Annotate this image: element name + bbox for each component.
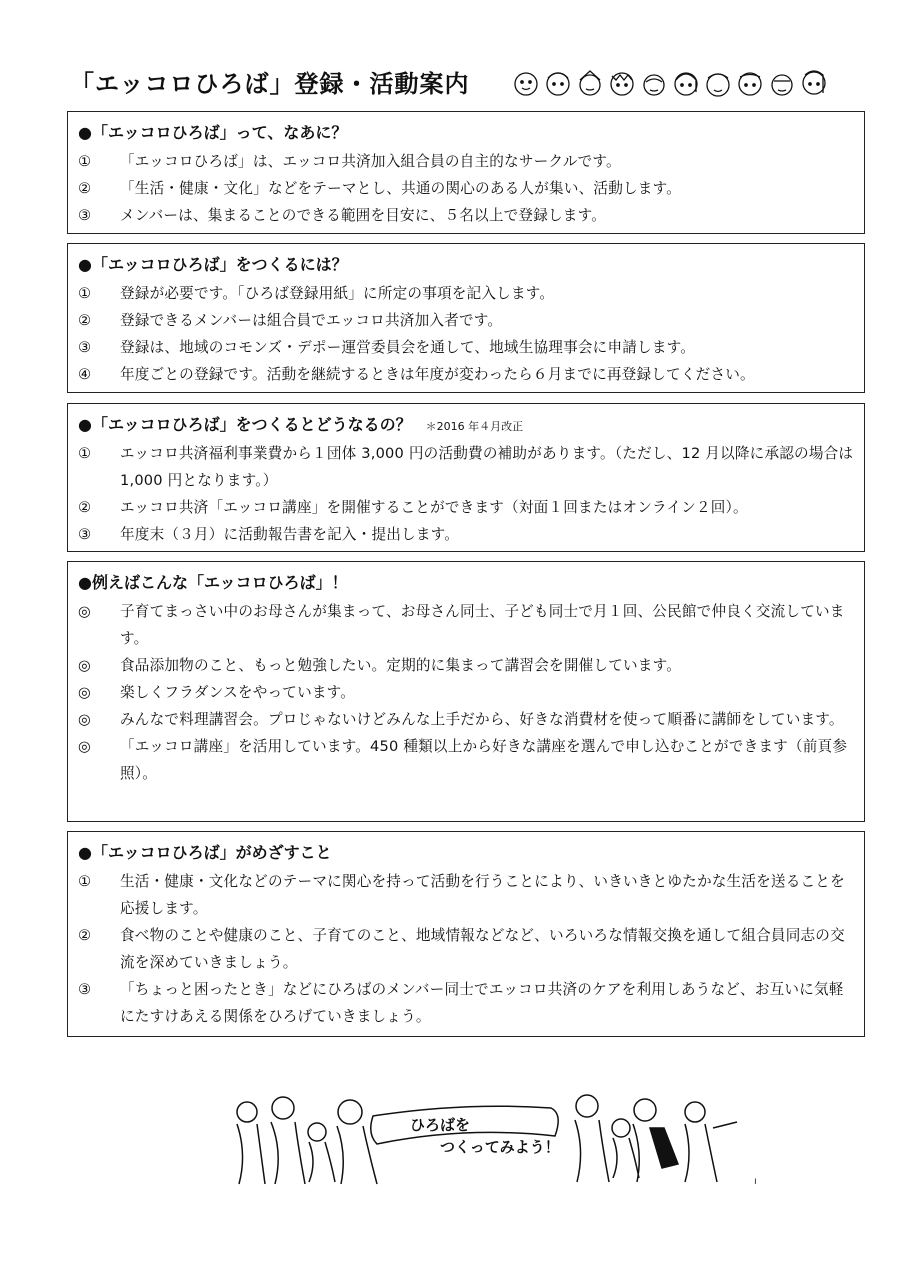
list-item: [78, 202, 854, 229]
revision-note: ＊2016 年４月改正: [425, 420, 524, 433]
item-mark: ②: [78, 499, 92, 516]
item-text: 「エッコロ講座」を活用しています。450 種類以上から好きな講座を選んで申し込むことができます（前頁参照）。: [120, 738, 848, 782]
list-item: [78, 307, 854, 334]
item-text: 食べ物のことや健康のこと、子育てのこと、地域情報などなど、いろいろな情報交換を通して組合員同志の交流を深めていきましょう。: [120, 927, 845, 971]
list-item: [78, 521, 854, 548]
list-item: [78, 598, 854, 652]
section-goals: [67, 831, 865, 1037]
list-item: [78, 334, 854, 361]
item-mark: ②: [78, 312, 92, 329]
list-item: [78, 976, 854, 1030]
list-item: [78, 175, 854, 202]
section-heading: ●「エッコロひろば」をつくるとどうなるの？ ＊2016 年４月改正: [78, 415, 524, 434]
item-mark: ①: [78, 445, 92, 462]
section-how-to-create: [67, 243, 865, 393]
page-mark: ı: [754, 1176, 757, 1187]
faces-illustration: [510, 66, 850, 102]
item-mark: ③: [78, 981, 92, 998]
item-mark: ③: [78, 207, 92, 224]
list-item: [78, 280, 854, 307]
item-text: 「ちょっと困ったとき」などにひろばのメンバー同士でエッコロ共済のケアを利用しあうなど、お互いに気軽にたすけあえる関係をひろげていきましょう。: [120, 981, 844, 1025]
item-mark: ③: [78, 339, 92, 356]
item-mark: ①: [78, 153, 92, 170]
item-text: みんなで料理講習会。プロじゃないけどみんな上手だから、好きな消費材を使って順番に講師をしています。: [120, 711, 844, 728]
item-text: 楽しくフラダンスをやっています。: [120, 684, 356, 701]
list-item: [78, 706, 854, 733]
list-item: [78, 733, 854, 787]
people-banner-illustration: [225, 1088, 745, 1188]
section-what-happens: [67, 403, 865, 552]
list-item: [78, 361, 854, 388]
item-text: 「生活・健康・文化」などをテーマとし、共通の関心のある人が集い、活動します。: [120, 180, 681, 197]
banner-text-line1: ひろばを: [410, 1116, 471, 1134]
item-mark: ②: [78, 927, 92, 944]
item-text: 子育てまっさい中のお母さんが集まって、お母さん同士、子ども同士で月１回、公民館で仲良く交流しています。: [120, 603, 845, 647]
item-text: 登録できるメンバーは組合員でエッコロ共済加入者です。: [120, 312, 503, 329]
item-mark: ◎: [78, 603, 91, 620]
item-mark: ◎: [78, 738, 91, 755]
section-heading: ●例えばこんな「エッコロひろば」！: [78, 573, 348, 592]
item-mark: ◎: [78, 657, 91, 674]
item-text: 年度ごとの登録です。活動を継続するときは年度が変わったら６月までに再登録してください。: [120, 366, 755, 383]
item-text: 生活・健康・文化などのテーマに関心を持って活動を行うことにより、いきいきとゆたかな生活を送ることを応援します。: [120, 873, 845, 917]
item-text: エッコロ共済「エッコロ講座」を開催することができます（対面１回またはオンライン２回）。: [120, 499, 748, 516]
item-text: 食品添加物のこと、もっと勉強したい。定期的に集まって講習会を開催しています。: [120, 657, 681, 674]
section-what-is: [67, 111, 865, 234]
section-heading: ●「エッコロひろば」がめざすこと: [78, 843, 332, 862]
section-heading: ●「エッコロひろば」をつくるには？: [78, 255, 348, 274]
section-heading: ●「エッコロひろば」って、なあに？: [78, 123, 348, 142]
item-text: 登録は、地域のコモンズ・デポー運営委員会を通して、地域生協理事会に申請します。: [120, 339, 696, 356]
item-text: メンバーは、集まることのできる範囲を目安に、５名以上で登録します。: [120, 207, 607, 224]
item-mark: ①: [78, 285, 92, 302]
page-title: 「エッコロひろば」登録・活動案内: [70, 70, 470, 98]
list-item: [78, 494, 854, 521]
list-item: [78, 440, 854, 494]
title-row: [70, 64, 850, 108]
item-text: 年度末（３月）に活動報告書を記入・提出します。: [120, 526, 460, 543]
list-item: [78, 922, 854, 976]
item-text: 登録が必要です。「ひろば登録用紙」に所定の事項を記入します。: [120, 285, 555, 302]
item-text: 「エッコロひろば」は、エッコロ共済加入組合員の自主的なサークルです。: [120, 153, 621, 170]
item-mark: ◎: [78, 684, 91, 701]
section-examples: [67, 561, 865, 822]
item-mark: ③: [78, 526, 92, 543]
list-item: [78, 148, 854, 175]
item-mark: ①: [78, 873, 92, 890]
list-item: [78, 679, 854, 706]
banner-text-line2: つくってみよう！: [440, 1138, 560, 1156]
item-mark: ◎: [78, 711, 91, 728]
list-item: [78, 868, 854, 922]
item-text: エッコロ共済福利事業費から１団体 3,000 円の活動費の補助があります。（ただし、12 月以降に承認の場合は 1,000 円となります。）: [120, 445, 854, 489]
item-mark: ④: [78, 366, 92, 383]
item-mark: ②: [78, 180, 92, 197]
list-item: [78, 652, 854, 679]
